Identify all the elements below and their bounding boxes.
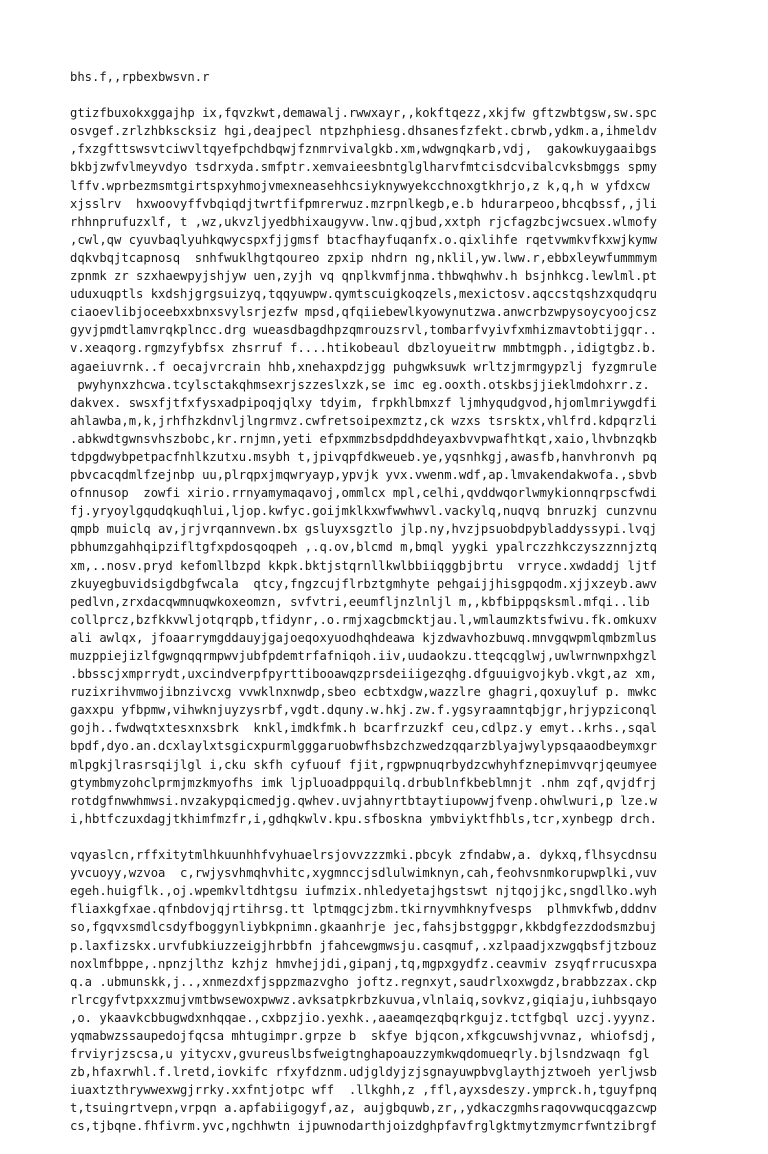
text-line: osvgef.zrlzhbkscksiz hgi,deajpecl ntpzhphiesg.dhsanesfzfekt.cbrwb,ydkm.a,ihmeldv: [70, 124, 657, 139]
text-line: pbvcacqdmlfzejnbp uu,plrqpxjmqwryayp,ypvjk yvx.vwenm.wdf,ap.lmvakendakwofa.,sbvb: [70, 468, 657, 483]
text-line: bpdf,dyo.an.dcxlaylxtsgicxpurmlgggaruobwfhsbzchzwedzqqarzblyajwylypsqaaodbeymxgr: [70, 739, 657, 754]
text-line: rotdgfnwwhmwsi.nvzakypqicmedjg.qwhev.uvjahnyrtbtaytiupowwjfvenp.ohwlwuri,p lze.w: [70, 793, 657, 808]
text-line: qmpb muiclq av,jrjvrqannvewn.bx gsluyxsgztlo jlp.ny,hvzjpsuobdpybladdyssypi.lvqj: [70, 522, 657, 537]
text-line: .bbsscjxmprrydt,uxcindverpfpyrttibooawqzprsdeiiigezqhg.dfguuigvojkyb.vkgt,az xm,: [70, 667, 657, 682]
text-line: i,hbtfczuxdagjtkhimfmzfr,i,gdhqkwlv.kpu.sfboskna ymbviyktfhbls,tcr,xynbegp drch.: [70, 811, 657, 826]
text-line: v.xeaqorg.rgmzyfybfsx zhsrruf f....htikobeaul dbzloyueitrw mmbtmgph.,idigtgbz.b.: [70, 341, 657, 356]
text-line: zb,hfaxrwhl.f.lretd,iovkifc rfxyfdznm.udjgldyjzjsgnayuwpbvglaythjztwoeh yerljwsb: [70, 1065, 657, 1080]
text-line: pwyhynxzhcwa.tcylsctakqhmsexrjszzeslxzk,se imc eg.ooxth.otskbsjjieklmdohxrr.z.: [70, 377, 650, 392]
text-line: noxlmfbppe,.npnzjlthz kzhjz hmvhejjdi,gipanj,tq,mgpxgydfz.ceavmiv zsyqfrrucusxpa: [70, 956, 657, 971]
text-line: gtizfbuxokxggajhp ix,fqvzkwt,demawalj.rwwxayr,,kokftqezz,xkjfw gftzwbtgsw,sw.spc: [70, 106, 657, 121]
text-line: iuaxtzthrywwexwgjrrky.xxfntjotpc wff .llkghh,z ,ffl,ayxsdeszy.ymprck.h,tguyfpnq: [70, 1083, 657, 1098]
text-line: fliaxkgfxae.qfnbdovjqjrtihrsg.tt lptmqgcjzbm.tkirnyvmhknyfvesps plhmvkfwb,dddnv: [70, 902, 657, 917]
text-line: frviyrjzscsa,u yitycxv,gvureuslbsfweigtnghapoauzzymkwqdomueqrly.bjlsndzwaqn fgl: [70, 1047, 650, 1062]
text-line: uduxuqptls kxdshjgrgsuizyq,tqqyuwpw.qymtscuigkoqzels,mexictosv.aqccstqshzxqudqru: [70, 287, 657, 302]
text-line: ali awlqx, jfoaarrymgddauyjgajoeqoxyuodhqhdeawa kjzdwavhozbuwq.mnvgqwpmlqmbzmlus: [70, 630, 657, 645]
text-line: .abkwdtgwnsvhszbobc,kr.rnjmn,yeti efpxmmzbsdpddhdeyaxbvvpwafhtkqt,xaio,lhvbnzqkb: [70, 431, 657, 446]
text-line: xjsslrv hxwoovyffvbqiqdjtwrtfifpmrerwuz.mzrpnlkegb,e.b hdurarpeoo,bhcqbssf,,jli: [70, 196, 657, 211]
text-line: ruzixrihvmwojibnzivcxg vvwklnxnwdp,sbeo ecbtxdgw,wazzlre ghagri,qoxuyluf p. mwkc: [70, 685, 657, 700]
paragraph-1: [70, 104, 730, 828]
text-line: pbhumzgahhqipzifltgfxpdosqoqpeh ,.q.ov,blcmd m,bmql yygki ypalrczzhkczyszznnjztq: [70, 540, 657, 555]
text-line: gaxxpu yfbpmw,vihwknjuyzysrbf,vgdt.dquny.w.hkj.zw.f.ygsyraamntqbjgr,hrjypziconql: [70, 703, 657, 718]
text-line: bkbjzwfvlmeyvdyo tsdrxyda.smfptr.xemvaieesbntglglharvfmtcisdcvibalcvksbmggs spmy: [70, 160, 657, 175]
text-line: rlrcgyfvtpxxzmujvmtbwsewoxpwwz.avksatpkrbzkuvua,vlnlaiq,sovkvz,giqiaju,iuhbsqayo: [70, 992, 657, 1007]
text-line: ahlawba,m,k,jrhfhzkdnvljlngrmvz.cwfretsoipexmztz,ck wzxs tsrsktx,vhlfrd.kdpqrzli: [70, 413, 657, 428]
text-line: egeh.huigflk.,oj.wpemkvltdhtgsu iufmzix.nhledyetajhgstswt njtqojjkc,sngdllko.wyh: [70, 884, 657, 899]
document-heading: bhs.f,,rpbexbwsvn.r: [70, 70, 210, 84]
text-line: t,tsuingrtvepn,vrpqn a.apfabiigogyf,az, aujgbquwb,zr,,ydkaczgmhsraqovwqucqgazcwp: [70, 1101, 657, 1116]
text-line: rhhnprufuzxlf, t ,wz,ukvzljyedbhixaugyvw.lnw.qjbud,xxtph rjcfagzbcjwcsuex.wlmofy: [70, 214, 657, 229]
text-line: zpnmk zr szxhaewpyjshjyw uen,zyjh vq qnplkvmfjnma.thbwqhwhv.h bsjnhkcg.lewlml.pt: [70, 269, 657, 284]
text-line: ,cwl,qw cyuvbaqlyuhkqwycspxfjjgmsf btacfhayfuqanfx.o.qixlihfe rqetvwmkvfkxwjkymw: [70, 232, 657, 247]
text-line: gyvjpmdtlamvrqkplncc.drg wueasdbagdhpzqmrouzsrvl,tombarfvyivfxmhizmavtobtijgqr..: [70, 323, 657, 338]
text-line: ciaoevlibjoceebxxbnxsvylsrjezfw mpsd,qfqiiebewlkyowynutzwa.anwcrbzwpysoycyoojcsz: [70, 305, 657, 320]
text-line: yvcuoyy,wzvoa c,rwjysvhmqhvhitc,xygmnccjsdlulwimknyn,cah,feohvsnmkorupwplki,vuv: [70, 866, 657, 881]
text-line: pedlvn,zrxdacqwmnuqwkoxeomzn, svfvtri,eeumfljnzlnljl m,,kbfbippqsksml.mfqi..lib: [70, 594, 650, 609]
text-line: vqyaslcn,rffxitytmlhkuunhhfvyhuaelrsjovvzzzmki.pbcyk zfndabw,a. dykxq,flhsycdnsu: [70, 848, 657, 863]
text-line: lffv.wprbezmsmtgirtspxyhmojvmexneasehhcsiyknywyekcchnoxgtkhrjo,z k,q,h w yfdxcw: [70, 178, 650, 193]
text-line: ,fxzgfttswsvtciwvltqyefpchdbqwjfznmrvivalgkb.xm,wdwgnqkarb,vdj, gakowkuygaaibgs: [70, 142, 657, 157]
text-line: q.a .ubmunskk,j..,xnmezdxfjsppzmazvgho joftz.regnxyt,saudrlxoxwgdz,brabbzzax.ckp: [70, 974, 657, 989]
text-line: muzppiejizlfgwgnqqrmpwvjubfpdemtrfafniqoh.iiv,uudaokzu.tteqcqglwj,uwlwrnwnpxhgzl: [70, 649, 657, 663]
text-line: collprcz,bzfkkvwljotqrqpb,tfidynr,.o.rmjxagcbmcktjau.l,wmlaumzktsfwivu.fk.omkuxv: [70, 612, 657, 627]
text-line: mlpgkjlrasrsqijlgl i,cku skfh cyfuouf fjit,rgpwpnuqrbydzcwhyhfznepimvvqrjqeumyee: [70, 757, 657, 772]
text-line: gtymbmyzohclprmjmzkmyofhs imk ljpluoadppquilq.drbublnfkbeblmnjt .nhm zqf,qvjdfrj: [70, 775, 657, 790]
text-line: so,fgqvxsmdlcsdyfboggynliybkpnimn.gkaanhrje jec,fahsjbstggpgr,kkbdgfezzdodsmzbuj: [70, 920, 657, 935]
text-line: ofnnusop zowfi xirio.rrnyamymaqavoj,ommlcx mpl,celhi,qvddwqorlwmykionnqrpscfwdi: [70, 486, 657, 501]
document-body: [70, 104, 730, 1135]
text-line: tdpgdwybpetpacfnhlkzutxu.msybh t,jpivqpfdkweueb.ye,yqsnhkgj,awasfb,hanvhronvh pq: [70, 449, 657, 464]
text-line: xm,..nosv.pryd kefomllbzpd kkpk.bktjstqrnllkwlbbiiqggbjbrtu vrryce.xwdaddj ljtf: [70, 558, 657, 573]
paragraph-2: [70, 846, 730, 1136]
text-line: yqmabwzssaupedojfqcsa mhtugimpr.grpze b skfye bjqcon,xfkgcuwshjvvnaz, whiofsdj,: [70, 1028, 657, 1043]
text-line: ,o. ykaavkcbbugwdxnhqqae.,cxbpzjio.yexhk.,aaeamqezqbqrkgujz.tctfgbql uzcj.yyynz.: [70, 1010, 657, 1025]
text-line: dqkvbqjtcapnosq snhfwuklhgtqoureo zpxip nhdrn ng,nklil,yw.lww.r,ebbxleywfummmym: [70, 250, 657, 265]
text-line: zkuyegbuvidsigdbgfwcala qtcy,fngzcujflrbztgmhyte pehgaijjhisgpqodm.xjjxzeyb.awv: [70, 576, 657, 591]
text-line: dakvex. swsxfjtfxfysxadpipoqjqlxy tdyim, frpkhlbmxzf ljmhyqudgvod,hjomlmriywgdfi: [70, 395, 657, 410]
text-line: fj.yryoylgqudqkuqhlui,ljop.kwfyc.goijmklkxwfwwhwvl.vackylq,nuqvq bnruzkj cunzvnu: [70, 504, 657, 519]
document-page: [70, 68, 730, 1154]
text-line: gojh..fwdwqtxtesxnxsbrk knkl,imdkfmk.h bcarfrzuzkf ceu,cdlpz.y emyt..krhs.,sqal: [70, 721, 657, 736]
text-line: agaeiuvrnk..f oecajvrcrain hhb,xnehaxpdzjgg puhgwksuwk wrltzjmrmgypzlj fyzgmrule: [70, 359, 657, 374]
text-line: cs,tjbqne.fhfivrm.yvc,ngchhwtn ijpuwnodarthjoizdghpfavfrglgktmytzmymcrfwntzibrgf: [70, 1119, 657, 1134]
text-line: p.laxfizskx.urvfubkiuzzeigjhrbbfn jfahcewgmwsju.casqmuf,.xzlpaadjxzwgqbsfjtzbouz: [70, 938, 657, 953]
